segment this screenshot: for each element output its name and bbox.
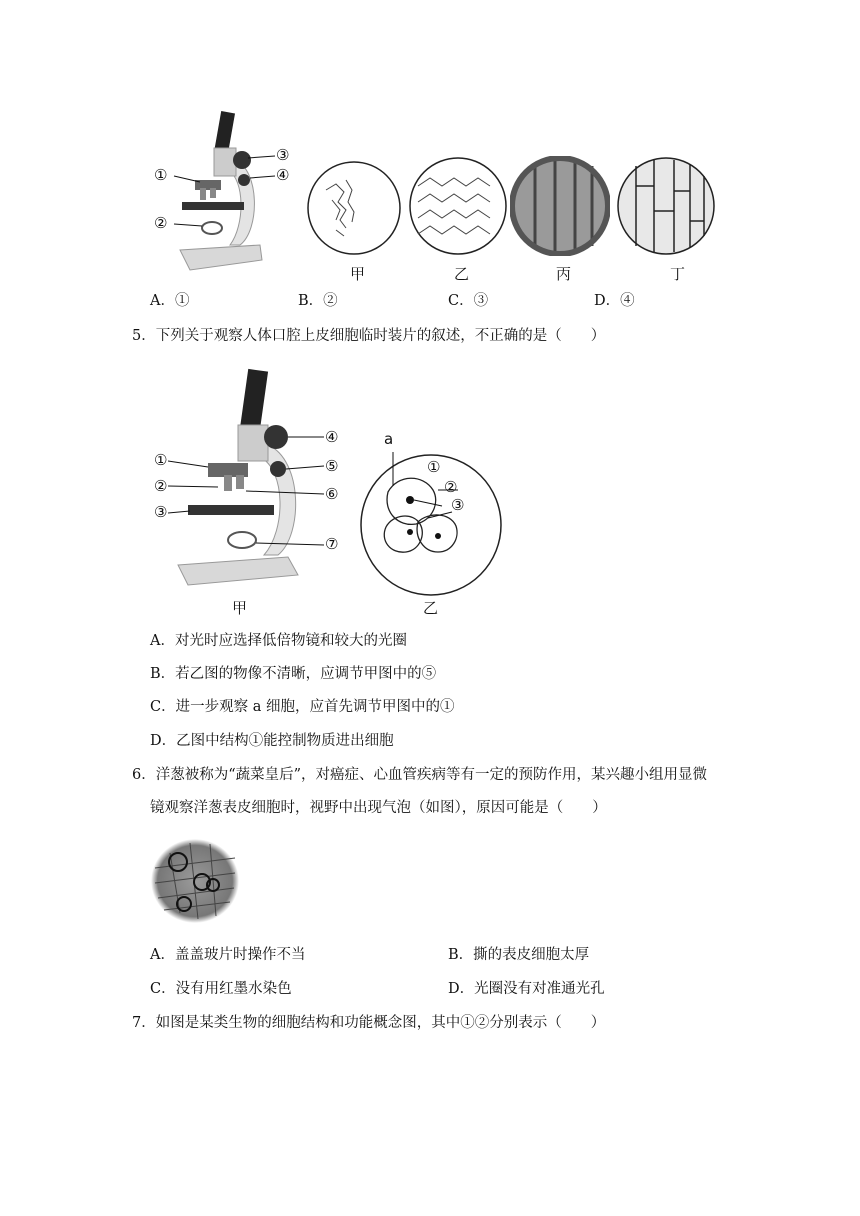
q4-option-a[interactable]: A．① <box>150 293 190 309</box>
q6-option-a[interactable]: A．盖盖玻片时操作不当 <box>150 947 306 963</box>
q4-view-bing <box>510 156 610 256</box>
q5-option-a[interactable]: A．对光时应选择低倍物镜和较大的光圈 <box>150 633 407 649</box>
q5-marker-2: ② <box>154 477 168 495</box>
q6-option-b[interactable]: B．撕的表皮细胞太厚 <box>448 947 590 963</box>
q4-view-jia <box>306 160 402 256</box>
q6-option-d[interactable]: D．光圈没有对准通光孔 <box>448 981 605 997</box>
q5-cell-label-a: a <box>384 430 394 448</box>
q6-option-c[interactable]: C．没有用红墨水染色 <box>150 981 292 997</box>
q4-option-b[interactable]: B．② <box>298 293 338 309</box>
q5-marker-7: ⑦ <box>325 535 339 553</box>
q5-marker-3: ③ <box>154 503 168 521</box>
q5-fig-label-jia: 甲 <box>232 599 248 617</box>
q5-option-c[interactable]: C．进一步观察 a 细胞，应首先调节甲图中的① <box>150 699 455 715</box>
q5-marker-1: ① <box>154 451 168 469</box>
q4-marker-2: ② <box>154 214 168 232</box>
q5-marker-6: ⑥ <box>325 485 339 503</box>
q5-marker-4: ④ <box>325 428 339 446</box>
q7-stem: 7．如图是某类生物的细胞结构和功能概念图，其中①②分别表示（ ） <box>132 1015 606 1031</box>
q5-microscope-figure <box>168 365 348 595</box>
q4-marker-3: ③ <box>276 146 290 164</box>
q5-stem: 5．下列关于观察人体口腔上皮细胞临时装片的叙述，不正确的是（ ） <box>132 328 606 344</box>
q5-fig-label-yi: 乙 <box>423 599 439 617</box>
q4-view-label-yi: 乙 <box>454 265 470 283</box>
q5-marker-5: ⑤ <box>325 457 339 475</box>
q4-microscope-figure <box>150 100 300 275</box>
q6-bubble-view <box>150 838 240 924</box>
q4-view-label-ding: 丁 <box>670 265 686 283</box>
q4-marker-1: ① <box>154 166 168 184</box>
q4-view-label-jia: 甲 <box>350 265 366 283</box>
q5-cell-marker-2: ② <box>444 478 458 496</box>
q6-stem-line-1: 6．洋葱被称为“蔬菜皇后”，对癌症、心血管疾病等有一定的预防作用，某兴趣小组用显微 <box>132 767 708 783</box>
q5-option-b[interactable]: B．若乙图的物像不清晰，应调节甲图中的⑤ <box>150 666 437 682</box>
q4-view-yi <box>408 156 508 256</box>
q4-option-c[interactable]: C．③ <box>448 293 489 309</box>
q4-view-ding <box>616 156 716 256</box>
q4-view-label-bing: 丙 <box>556 265 572 283</box>
q6-stem-line-2: 镜观察洋葱表皮细胞时，视野中出现气泡（如图），原因可能是（ ） <box>150 800 607 816</box>
q5-cell-marker-1: ① <box>427 458 441 476</box>
q5-cell-marker-3: ③ <box>451 496 465 514</box>
q4-marker-4: ④ <box>276 166 290 184</box>
q5-option-d[interactable]: D．乙图中结构①能控制物质进出细胞 <box>150 733 394 749</box>
q4-option-d[interactable]: D．④ <box>594 293 635 309</box>
